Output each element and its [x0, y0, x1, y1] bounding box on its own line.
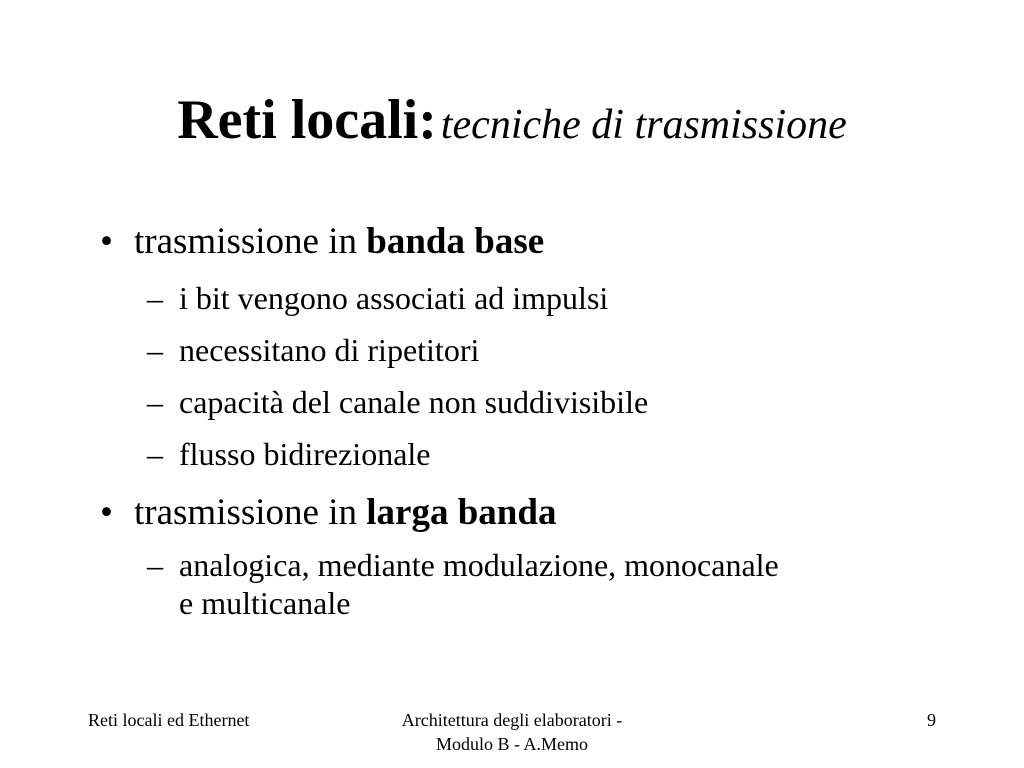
footer-center-line2: Modulo B - A.Memo — [435, 734, 588, 754]
sub-item-marker: – — [147, 332, 163, 368]
bullet-emphasis: banda base — [366, 221, 545, 262]
slide-title-main: Reti locali: — [177, 89, 437, 151]
sub-item-text: i bit vengono associati ad impulsi — [179, 280, 609, 316]
sub-item — [147, 334, 479, 366]
sub-item — [147, 546, 947, 622]
bullet-item — [100, 494, 556, 531]
sub-item — [147, 386, 648, 418]
sub-item-text: analogica, mediante modulazione, monocanale — [179, 547, 779, 583]
sub-item-marker: – — [147, 436, 163, 472]
bullet-emphasis: larga banda — [366, 492, 557, 533]
bullet-item — [100, 223, 544, 260]
sub-item — [147, 282, 608, 314]
bullet-marker: • — [100, 221, 113, 262]
sub-item — [147, 438, 430, 470]
sub-item-text: capacità del canale non suddivisibile — [179, 384, 649, 420]
footer-center-text — [362, 708, 662, 756]
sub-item-text: flusso bidirezionale — [179, 436, 431, 472]
page-number: 9 — [927, 710, 936, 730]
sub-item-text-continued: e multicanale — [179, 585, 351, 621]
bullet-text: trasmissione in — [134, 221, 367, 262]
sub-item-marker: – — [147, 280, 163, 316]
sub-item-marker: – — [147, 547, 163, 583]
footer-center-line1: Architettura degli elaboratori - — [401, 710, 623, 730]
sub-item-marker: – — [147, 384, 163, 420]
slide-title-subtitle: tecniche di trasmissione — [440, 102, 847, 148]
sub-item-text: necessitano di ripetitori — [179, 332, 480, 368]
footer-left-text: Reti locali ed Ethernet — [88, 710, 250, 730]
bullet-text: trasmissione in — [134, 492, 367, 533]
bullet-marker: • — [100, 492, 113, 533]
